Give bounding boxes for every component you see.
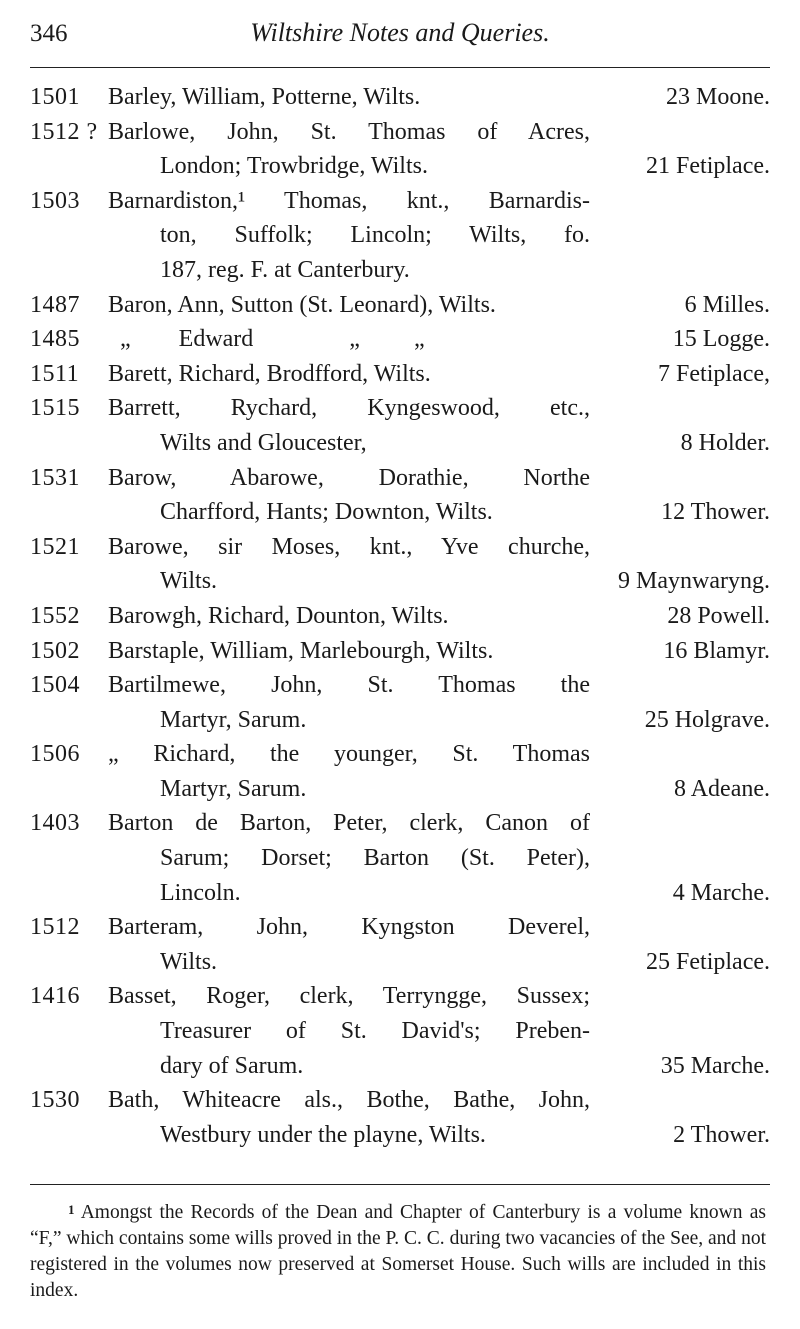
entry-text	[108, 668, 590, 737]
entry-year: 1511	[30, 360, 80, 387]
register-reference: 15 Logge.	[672, 326, 770, 353]
index-entry	[30, 80, 770, 115]
entry-line: Wilts.	[160, 568, 218, 595]
entry-year: 1521	[30, 533, 80, 560]
entry-line: Barley, William, Potterne, Wilts.	[108, 84, 421, 110]
index-entry	[30, 979, 770, 1083]
footnote-rule	[30, 1184, 770, 1185]
entry-line: Baron, Ann, Sutton (St. Leonard), Wilts.	[108, 291, 496, 318]
index-entry	[30, 115, 770, 184]
entry-text	[108, 910, 590, 979]
entry-text	[108, 322, 590, 357]
header-rule	[30, 67, 770, 68]
entry-text	[108, 391, 590, 460]
entry-year: 1530	[30, 1087, 80, 1114]
entry-line: Barowgh, Richard, Dounton, Wilts.	[108, 602, 449, 629]
entry-line: Westbury under the playne, Wilts.	[160, 1121, 486, 1148]
entry-line: „ Richard, the younger, St. Thomas	[108, 741, 590, 768]
entry-line: Martyr, Sarum.	[160, 706, 307, 733]
index-entry	[30, 1083, 770, 1152]
register-reference: 25 Fetiplace.	[646, 948, 770, 975]
register-reference: 2 Thower.	[673, 1121, 770, 1148]
entry-line: dary of Sarum.	[160, 1052, 304, 1079]
entry-line: Bath, Whiteacre als., Bothe, Bathe, John,	[108, 1087, 590, 1114]
index-entry	[30, 530, 770, 599]
entry-line: London; Trowbridge, Wilts.	[160, 153, 428, 180]
entry-line: Barton de Barton, Peter, clerk, Canon of	[108, 810, 590, 837]
entry-line: Basset, Roger, clerk, Terryngge, Sussex;	[108, 983, 590, 1010]
register-reference: 28 Powell.	[667, 602, 770, 629]
register-reference: 25 Holgrave.	[644, 706, 770, 733]
register-reference: 21 Fetiplace.	[646, 153, 770, 180]
entry-text	[108, 115, 590, 184]
entry-line: Barow, Abarowe, Dorathie, Northe	[108, 464, 590, 491]
entry-line: „ Edward „ „	[108, 326, 425, 353]
entry-line: Lincoln.	[160, 879, 241, 906]
entry-line: Barrett, Rychard, Kyngeswood, etc.,	[108, 395, 590, 422]
entry-text	[108, 80, 590, 115]
index-entry	[30, 391, 770, 460]
entry-year: 1501	[30, 84, 80, 110]
entry-text	[108, 461, 590, 530]
index-entry	[30, 357, 770, 392]
index-entry	[30, 288, 770, 323]
entry-year: 1502	[30, 637, 80, 664]
entry-year: 1503	[30, 187, 80, 214]
index-entry	[30, 461, 770, 530]
entry-line: Wilts.	[160, 948, 218, 975]
footnote-text: Amongst the Records of the Dean and Chapter of Canterbury is a volume known as “F,” which contains some wills proved in the P. C. C. during two vacancies of the See, and not registered in the volumes now preserved at Somerset House. Such wills are included in this index.	[30, 1202, 766, 1301]
register-reference: 8 Holder.	[680, 429, 770, 456]
index-entry	[30, 599, 770, 634]
entry-year: 1416	[30, 983, 80, 1010]
entry-year: 1515	[30, 395, 80, 422]
entry-text	[108, 737, 590, 806]
index-entry	[30, 184, 770, 288]
entry-line: Barteram, John, Kyngston Deverel,	[108, 914, 590, 941]
entry-text	[108, 357, 590, 392]
register-reference: 7 Fetiplace,	[658, 360, 770, 387]
entry-line: 187, reg. F. at Canterbury.	[160, 256, 410, 283]
footnote-marker: 1	[68, 1202, 75, 1217]
entry-year: 1485	[30, 326, 80, 353]
entry-line: Wilts and Gloucester,	[160, 429, 367, 456]
entry-line: Barstaple, William, Marlebourgh, Wilts.	[108, 637, 494, 664]
entry-text	[108, 599, 590, 634]
entry-text	[108, 184, 590, 288]
register-reference: 12 Thower.	[661, 499, 770, 526]
index-entry	[30, 806, 770, 910]
entry-text	[108, 1083, 590, 1152]
entry-line: ton, Suffolk; Lincoln; Wilts, fo.	[160, 222, 590, 249]
entry-line: Barett, Richard, Brodfford, Wilts.	[108, 360, 431, 387]
running-title: Wiltshire Notes and Queries.	[250, 18, 550, 47]
entry-text	[108, 979, 590, 1083]
index-entry	[30, 322, 770, 357]
index-entry	[30, 634, 770, 669]
index-entry	[30, 737, 770, 806]
entry-year: 1504	[30, 672, 80, 699]
entry-year: 1552	[30, 602, 80, 629]
entry-text	[108, 806, 590, 910]
entry-line: Bartilmewe, John, St. Thomas the	[108, 672, 590, 699]
footnote	[30, 1197, 766, 1304]
register-reference: 23 Moone.	[666, 84, 770, 110]
entry-line: Treasurer of St. David's; Preben-	[160, 1018, 590, 1045]
entry-year: 1403	[30, 810, 80, 837]
entry-year: 1506	[30, 741, 80, 768]
register-reference: 35 Marche.	[660, 1052, 770, 1079]
register-reference: 6 Milles.	[684, 291, 770, 318]
entry-line: Sarum; Dorset; Barton (St. Peter),	[160, 845, 590, 872]
entry-line: Barowe, sir Moses, knt., Yve churche,	[108, 533, 590, 560]
entry-year: 1512	[30, 914, 80, 941]
register-reference: 16 Blamyr.	[663, 637, 770, 664]
entry-line: Martyr, Sarum.	[160, 775, 307, 802]
register-reference: 4 Marche.	[672, 879, 770, 906]
will-index-list	[30, 80, 770, 1152]
entry-text	[108, 530, 590, 599]
entry-line: Barnardiston,¹ Thomas, knt., Barnardis-	[108, 187, 590, 214]
entry-year: 1531	[30, 464, 80, 491]
page-number: 346	[30, 20, 68, 47]
entry-year: 1487	[30, 291, 80, 318]
entry-line: Barlowe, John, St. Thomas of Acres,	[108, 118, 590, 145]
entry-line: Charfford, Hants; Downton, Wilts.	[160, 499, 493, 526]
index-entry	[30, 910, 770, 979]
entry-text	[108, 634, 590, 669]
register-reference: 9 Maynwaryng.	[618, 568, 770, 595]
index-entry	[30, 668, 770, 737]
register-reference: 8 Adeane.	[674, 775, 770, 802]
entry-year: 1512 ?	[30, 118, 98, 145]
entry-text	[108, 288, 590, 323]
